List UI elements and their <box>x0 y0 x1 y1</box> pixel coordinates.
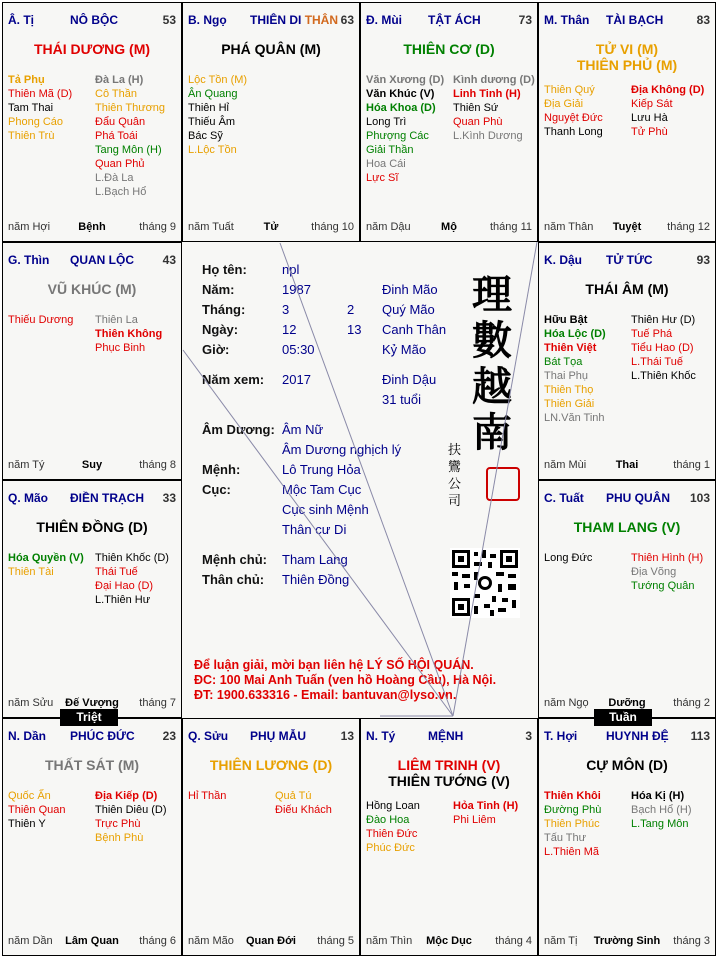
minor-star: Thiếu Âm <box>188 116 236 128</box>
palace-branch: K. Dậu <box>544 253 583 267</box>
palace-footer <box>188 935 354 949</box>
palace-name: TẬT ÁCH <box>428 13 481 27</box>
minor-star: Địa Giải <box>544 98 584 110</box>
minor-star: Phượng Các <box>366 130 429 142</box>
minor-stars-left <box>544 789 601 859</box>
amduong-label: Âm Dương: <box>202 422 275 437</box>
palace-month: tháng 6 <box>139 935 176 947</box>
palace-cell-than[interactable] <box>538 2 716 242</box>
minor-star: Thiên Việt <box>544 342 597 354</box>
palace-year: năm Dậu <box>366 221 411 233</box>
minor-star: Bác Sỹ <box>188 130 223 142</box>
palace-extra: THÂN <box>304 13 339 27</box>
minor-star: Thiên Sứ <box>453 102 499 114</box>
palace-month: tháng 8 <box>139 459 176 471</box>
main-star: THIÊN ĐỒNG (D) <box>36 519 148 535</box>
minor-stars-right <box>95 313 162 355</box>
palace-name: PHÚC ĐỨC <box>70 729 135 743</box>
minor-star: Long Đức <box>544 552 593 564</box>
minor-star: Phong Cáo <box>8 116 64 128</box>
palace-cell-ngo[interactable] <box>182 2 360 242</box>
minor-star: Trực Phù <box>95 818 141 830</box>
main-stars <box>3 41 181 57</box>
minor-stars-left <box>188 789 226 803</box>
palace-age: 83 <box>696 13 710 27</box>
palace-month: tháng 2 <box>673 697 710 709</box>
minor-stars-left <box>544 83 603 139</box>
palace-cell-ti[interactable] <box>2 2 182 242</box>
minor-star: Hữu Bật <box>544 314 588 326</box>
palace-year: năm Hợi <box>8 221 51 233</box>
calligraphy-char-4: 南 <box>472 409 512 456</box>
minor-star: Tướng Quân <box>631 580 695 592</box>
palace-age: 23 <box>162 729 176 743</box>
palace-name: PHU QUÂN <box>606 491 671 505</box>
main-stars <box>361 757 537 789</box>
palace-branch: G. Thìn <box>8 253 50 267</box>
palace-header <box>544 729 710 743</box>
palace-age: 73 <box>518 13 532 27</box>
cuc-label: Cục: <box>202 482 231 497</box>
minor-star: Bát Tọa <box>544 356 583 368</box>
minor-stars-right <box>275 789 332 817</box>
main-stars <box>361 41 537 57</box>
main-star: TỬ VI (M) <box>595 41 659 57</box>
minor-star: Thiên Thương <box>95 102 166 114</box>
minor-stars-right <box>95 73 165 199</box>
year-can: Đinh Mão <box>382 282 438 297</box>
main-star: THẤT SÁT (M) <box>44 757 140 773</box>
minor-star: Lưu Hà <box>631 112 668 124</box>
minor-stars-left <box>544 551 592 565</box>
minor-star: Quan Phù <box>453 116 503 128</box>
palace-year: năm Sửu <box>8 697 54 709</box>
month-can: Quý Mão <box>382 302 435 317</box>
minor-star: Nguyệt Đức <box>544 112 603 124</box>
minor-stars-right <box>453 799 518 827</box>
main-stars <box>183 41 359 57</box>
minor-star: Thiên Khốc (D) <box>95 552 169 564</box>
palace-name: THIÊN DI THÂN <box>250 13 339 27</box>
main-stars <box>183 757 359 773</box>
main-star: LIÊM TRINH (V) <box>397 757 501 773</box>
palace-cell-mao[interactable] <box>2 480 182 718</box>
day-solar: 12 <box>282 322 297 337</box>
minor-star: Thiên Diêu (D) <box>95 804 167 816</box>
palace-header <box>366 729 532 743</box>
palace-footer <box>544 459 710 473</box>
palace-age: 33 <box>162 491 176 505</box>
minor-stars-left <box>8 551 84 579</box>
minor-star: Tam Thai <box>8 102 54 114</box>
palace-header <box>188 13 354 27</box>
palace-footer <box>366 221 532 235</box>
palace-footer <box>188 221 354 235</box>
palace-stage: Quan Đới <box>246 935 296 947</box>
view-year-label: Năm xem: <box>202 372 265 387</box>
minor-stars-right <box>95 551 169 607</box>
minor-star: Thiên Quan <box>8 804 66 816</box>
palace-footer <box>544 221 710 235</box>
palace-year: năm Mão <box>188 935 234 947</box>
menhchu-label: Mệnh chủ: <box>202 552 267 567</box>
palace-footer <box>8 935 176 949</box>
minor-star: Bệnh Phù <box>95 832 144 844</box>
palace-cell-dan[interactable] <box>2 718 182 956</box>
minor-star: Phục Binh <box>95 342 146 354</box>
day-label: Ngày: <box>202 322 239 337</box>
minor-star: L.Lộc Tồn <box>188 144 237 156</box>
palace-month: tháng 9 <box>139 221 176 233</box>
palace-name: TỬ TỨC <box>606 253 653 267</box>
minor-star: Tiểu Hao (D) <box>631 342 694 354</box>
minor-star: Hồng Loan <box>366 800 420 812</box>
palace-year: năm Dần <box>8 935 53 947</box>
minor-star: Đào Hoa <box>366 814 410 826</box>
minor-stars-left <box>8 313 73 327</box>
palace-year: năm Ngọ <box>544 697 589 709</box>
amduong-value2: Âm Dương nghịch lý <box>282 442 402 457</box>
palace-branch: Â. Tị <box>8 13 34 27</box>
minor-star: Giải Thần <box>366 144 414 156</box>
main-stars <box>3 281 181 297</box>
main-star: THIÊN TƯỚNG (V) <box>388 773 510 789</box>
palace-year: năm Tị <box>544 935 578 947</box>
minor-star: Hóa Kị (H) <box>631 790 685 802</box>
minor-stars-right <box>631 313 696 383</box>
palace-age: 113 <box>690 729 710 743</box>
day-can: Canh Thân <box>382 322 447 337</box>
minor-star: Thiên Không <box>95 328 163 340</box>
minor-star: Thiên Thọ <box>544 384 594 396</box>
palace-header <box>544 491 710 505</box>
main-stars <box>539 757 715 773</box>
year-label: Năm: <box>202 282 235 297</box>
cuc-value2: Cục sinh Mệnh <box>282 502 369 517</box>
minor-star: Thiên Y <box>8 818 46 830</box>
main-star: THIÊN CƠ (D) <box>403 41 495 57</box>
minor-star: Lộc Tồn (M) <box>188 74 248 86</box>
month-label: Tháng: <box>202 302 246 317</box>
calligraphy-char-3: 越 <box>472 363 512 410</box>
minor-star: Thiên Đức <box>366 828 418 840</box>
minor-star: L.Thái Tuế <box>631 356 683 368</box>
minor-stars-right <box>631 789 692 831</box>
name-label: Họ tên: <box>202 262 247 277</box>
palace-header <box>8 13 176 27</box>
minor-star: Đà La (H) <box>95 74 144 86</box>
minor-stars-left <box>8 789 65 831</box>
view-year-can: Đinh Dậu <box>382 372 437 387</box>
minor-star: Phúc Đức <box>366 842 415 854</box>
minor-star: Hoa Cái <box>366 158 406 170</box>
minor-star: Địa Kiếp (D) <box>95 790 158 802</box>
palace-stage: Suy <box>81 459 103 471</box>
palace-branch: Đ. Mùi <box>366 13 402 27</box>
palace-year: năm Tuất <box>188 221 234 233</box>
hour-label: Giờ: <box>202 342 230 357</box>
palace-footer <box>8 459 176 473</box>
month-solar: 3 <box>282 302 290 317</box>
palace-branch: M. Thân <box>544 13 590 27</box>
palace-stage: Bệnh <box>78 221 106 233</box>
minor-star: Thiên Hư (D) <box>631 314 696 326</box>
minor-stars-left <box>366 799 420 855</box>
palace-branch: B. Ngọ <box>188 13 227 27</box>
minor-star: Cô Thần <box>95 88 137 100</box>
minor-star: Thái Tuế <box>95 566 138 578</box>
minor-star: Đẩu Quân <box>95 116 146 128</box>
calligraphy-logo <box>467 272 517 456</box>
palace-cell-suu[interactable] <box>182 718 360 956</box>
center-info-panel <box>182 242 538 717</box>
thanchu-label: Thân chủ: <box>202 572 265 587</box>
minor-stars-right <box>631 83 704 139</box>
palace-cell-ty[interactable] <box>360 718 538 956</box>
palace-cell-tuat[interactable] <box>538 480 716 718</box>
minor-star: L.Thiên Hư <box>95 594 151 606</box>
palace-month: tháng 12 <box>667 221 710 233</box>
palace-stage: Đế Vượng <box>65 697 119 709</box>
palace-age: 53 <box>162 13 176 27</box>
palace-header <box>8 253 176 267</box>
minor-star: Long Trì <box>366 116 407 128</box>
minor-star: Phi Liêm <box>453 814 496 826</box>
minor-star: Đường Phù <box>544 804 602 816</box>
palace-month: tháng 11 <box>489 221 532 233</box>
minor-star: Địa Võng <box>631 566 677 578</box>
seal-text: 扶鸞公司 <box>448 443 462 509</box>
minor-star: Kiếp Sát <box>631 98 673 110</box>
minor-star: Quốc Ấn <box>8 790 51 802</box>
minor-star: Thanh Long <box>544 126 603 138</box>
main-star: VŨ KHÚC (M) <box>47 281 137 297</box>
contact-info <box>194 658 496 703</box>
main-star: THAM LANG (V) <box>573 519 681 535</box>
palace-month: tháng 10 <box>311 221 354 233</box>
palace-name: HUYNH ĐỆ <box>606 729 669 743</box>
palace-branch: Q. Mão <box>8 491 49 505</box>
calligraphy-char-2: 數 <box>472 317 512 364</box>
palace-stage: Dưỡng <box>608 697 646 709</box>
palace-header <box>188 729 354 743</box>
minor-star: Linh Tinh (H) <box>453 88 521 100</box>
minor-star: Thiên Giải <box>544 398 595 410</box>
amduong-value1: Âm Nữ <box>282 422 324 437</box>
minor-star: Tử Phù <box>631 126 668 138</box>
minor-star: Thiên Quý <box>544 84 595 96</box>
palace-cell-dau[interactable] <box>538 242 716 480</box>
calligraphy-char-1: 理 <box>472 271 512 318</box>
minor-stars-left <box>366 73 444 185</box>
minor-star: L.Bạch Hổ <box>95 186 147 198</box>
palace-year: năm Tý <box>8 459 45 471</box>
palace-stage: Mộ <box>441 221 457 233</box>
minor-star: Hỏa Tinh (H) <box>453 800 519 812</box>
view-year-value: 2017 <box>282 372 311 387</box>
palace-stage: Thai <box>615 459 639 471</box>
palace-branch: Q. Sửu <box>188 729 229 743</box>
minor-star: Điếu Khách <box>275 804 332 816</box>
palace-header <box>544 13 710 27</box>
palace-branch: C. Tuất <box>544 491 584 505</box>
palace-name: ĐIỀN TRẠCH <box>70 491 144 505</box>
palace-stage: Tử <box>263 221 279 233</box>
palace-footer <box>8 221 176 235</box>
minor-star: Ân Quang <box>188 88 238 100</box>
minor-star: L.Kình Dương <box>453 130 523 142</box>
minor-star: Hóa Lộc (D) <box>544 328 606 340</box>
minor-star: Thiên Hỉ <box>188 102 229 114</box>
minor-star: Tuế Phá <box>631 328 673 340</box>
palace-name: QUAN LỘC <box>70 253 134 267</box>
palace-age: 103 <box>689 491 710 505</box>
minor-star: Kình dương (D) <box>453 74 535 86</box>
palace-age: 93 <box>696 253 710 267</box>
palace-cell-thin[interactable] <box>2 242 182 480</box>
palace-month: tháng 3 <box>673 935 710 947</box>
palace-header <box>8 491 176 505</box>
minor-star: Lực Sĩ <box>366 172 399 184</box>
minor-star: L.Đà La <box>95 172 134 184</box>
minor-stars-right <box>95 789 167 845</box>
main-star: THIÊN LƯƠNG (D) <box>209 757 333 773</box>
palace-name: NÔ BỘC <box>70 13 118 27</box>
minor-stars-left <box>188 73 247 157</box>
palace-stage: Trường Sinh <box>593 935 661 947</box>
palace-name: MỆNH <box>428 729 464 743</box>
palace-month: tháng 7 <box>139 697 176 709</box>
main-stars <box>539 281 715 297</box>
cuc-value3: Thân cư Di <box>282 522 347 537</box>
name-value: npl <box>282 262 300 277</box>
palace-branch: N. Dần <box>8 729 47 743</box>
minor-star: Bạch Hổ (H) <box>631 804 692 816</box>
palace-year: năm Thân <box>544 221 594 233</box>
palace-header <box>8 729 176 743</box>
palace-name: TÀI BẠCH <box>606 13 664 27</box>
main-star: THÁI ÂM (M) <box>585 281 669 297</box>
main-star: THÁI DƯƠNG (M) <box>33 41 151 57</box>
palace-month: tháng 1 <box>673 459 710 471</box>
minor-star: Hóa Khoa (D) <box>366 102 436 114</box>
minor-star: Thiên Tài <box>8 566 54 578</box>
minor-star: Quả Tú <box>275 790 312 802</box>
minor-star: Quan Phủ <box>95 158 145 170</box>
minor-star: Tả Phụ <box>8 74 45 86</box>
minor-star: Thai Phụ <box>544 370 589 382</box>
red-seal-stamp <box>486 467 520 501</box>
age-value: 31 tuổi <box>382 392 422 407</box>
tuan-badge: Tuần <box>594 709 652 726</box>
minor-star: L.Tang Môn <box>631 818 689 830</box>
hour-can: Kỷ Mão <box>382 342 427 357</box>
minor-star: Hóa Quyền (V) <box>8 552 84 564</box>
minor-stars-right <box>631 551 703 593</box>
palace-month: tháng 5 <box>317 935 354 947</box>
palace-month: tháng 4 <box>495 935 532 947</box>
main-stars <box>539 519 715 535</box>
triet-badge: Triệt <box>60 709 118 726</box>
main-star: PHÁ QUÂN (M) <box>221 41 321 57</box>
minor-star: Thiên Trù <box>8 130 55 142</box>
year-value: 1987 <box>282 282 311 297</box>
minor-stars-right <box>453 73 535 143</box>
palace-name: PHỤ MẪU <box>250 729 306 743</box>
main-star: THIÊN PHỦ (M) <box>576 57 678 73</box>
palace-age: 13 <box>340 729 354 743</box>
main-stars <box>3 757 181 773</box>
contact-line-3: ĐT: 1900.633316 - Email: bantuvan@lyso.vn. <box>194 688 457 702</box>
minor-star: L.Thiên Khốc <box>631 370 696 382</box>
main-star: CỰ MÔN (D) <box>586 757 668 773</box>
main-stars <box>3 519 181 535</box>
main-stars <box>539 41 715 73</box>
minor-star: Địa Không (D) <box>631 84 705 96</box>
palace-year: năm Thìn <box>366 935 413 947</box>
palace-footer <box>366 935 532 949</box>
palace-cell-mui[interactable] <box>360 2 538 242</box>
menh-label: Mệnh: <box>202 462 241 477</box>
palace-age: 3 <box>525 729 532 743</box>
day-lunar: 13 <box>347 322 362 337</box>
palace-stage: Lâm Quan <box>65 935 119 947</box>
palace-year: năm Mùi <box>544 459 587 471</box>
minor-star: Thiên Hình (H) <box>631 552 704 564</box>
palace-stage: Mộc Dục <box>426 935 472 947</box>
minor-stars-left <box>544 313 606 425</box>
minor-star: Văn Xương (D) <box>366 74 445 86</box>
minor-star: Thiên La <box>95 314 138 326</box>
hour-value: 05:30 <box>282 342 315 357</box>
palace-stage: Tuyệt <box>612 221 642 233</box>
palace-age: 43 <box>162 253 176 267</box>
minor-stars-left <box>8 73 72 143</box>
minor-star: LN.Văn Tinh <box>544 412 605 424</box>
menh-value: Lô Trung Hỏa <box>282 462 361 477</box>
minor-star: Đại Hao (D) <box>95 580 154 592</box>
palace-header <box>544 253 710 267</box>
contact-line-1: Để luận giải, mời bạn liên hệ LÝ SỐ HỘI QUÁN. <box>194 658 474 672</box>
minor-star: Thiên Phúc <box>544 818 600 830</box>
palace-footer <box>544 935 710 949</box>
cuc-value1: Mộc Tam Cục <box>282 482 362 497</box>
qr-code[interactable] <box>450 548 520 618</box>
palace-age: 63 <box>340 13 354 27</box>
contact-line-2: ĐC: 100 Mai Anh Tuấn (ven hồ Hoàng Cầu), Hà Nội. <box>194 673 497 687</box>
minor-star: Hỉ Thần <box>188 790 227 802</box>
minor-star: Tang Môn (H) <box>95 144 162 156</box>
minor-star: Thiên Khôi <box>544 790 601 802</box>
minor-star: Tấu Thư <box>544 832 587 844</box>
minor-star: Phá Toái <box>95 130 138 142</box>
minor-star: L.Thiên Mã <box>544 846 600 858</box>
palace-cell-hoi[interactable] <box>538 718 716 956</box>
minor-star: Văn Khúc (V) <box>366 88 435 100</box>
menhchu-value: Tham Lang <box>282 552 348 567</box>
month-lunar: 2 <box>347 302 355 317</box>
palace-branch: T. Hợi <box>544 729 578 743</box>
thanchu-value: Thiên Đồng <box>282 572 350 587</box>
minor-star: Thiên Mã (D) <box>8 88 73 100</box>
minor-star: Thiếu Dương <box>8 314 74 326</box>
palace-branch: N. Tý <box>366 729 396 743</box>
palace-header <box>366 13 532 27</box>
